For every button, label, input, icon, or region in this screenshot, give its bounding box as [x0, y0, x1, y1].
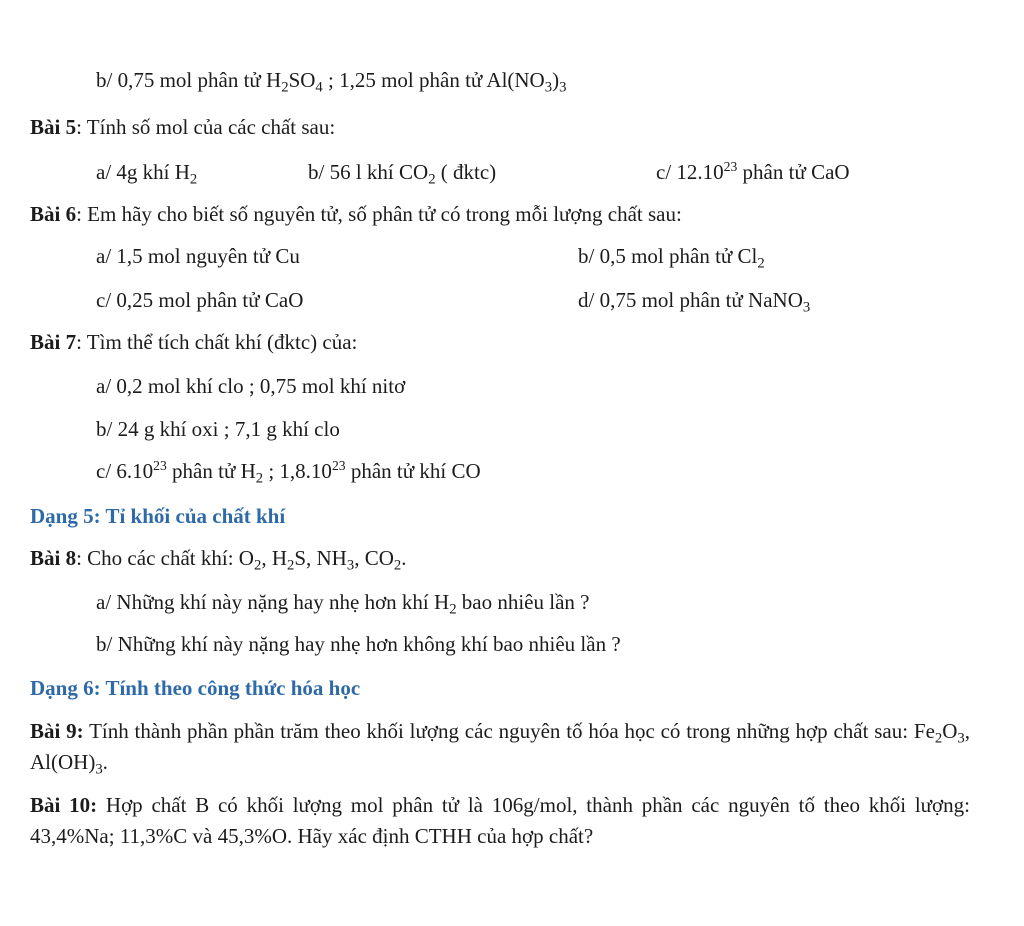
exercise-6b: b/ 0,5 mol phân tử $Cl_2$ [578, 244, 765, 272]
exercise-5-title: Bài 5: Tính số mol của các chất sau: [30, 115, 336, 139]
exercise-6d: d/ 0,75 mol phân tử NaNO$_3$ [578, 288, 811, 316]
exercise-7a: a/ 0,2 mol khí clo ; 0,75 mol khí nitơ [96, 374, 406, 398]
exercise-6-title: Bài 6: Em hãy cho biết số nguyên tử, số phân tử có trong mỗi lượng chất sau: [30, 202, 682, 226]
section-heading-dang-5: Dạng 5: Tỉ khối của chất khí [30, 504, 286, 528]
exercise-6c: c/ 0,25 mol phân tử CaO [96, 288, 304, 312]
exercise-5c: c/ 12.10$^{23}$ phân tử CaO [656, 158, 850, 184]
exercise-8-title: Bài 8: Cho các chất khí: $O_2$, $H_2S$, $NH_3$, $CO_2$. [30, 546, 407, 574]
exercise-10: Bài 10: Hợp chất B có khối lượng mol phân tử là 106g/mol, thành phần các nguyên tố theo khối lượng: 43,4%Na; 11,3%C và 45,3%O. Hãy xác định CTHH của hợp chất? [30, 793, 970, 848]
exercise-7-title: Bài 7: Tìm thể tích chất khí (đktc) của: [30, 330, 358, 354]
exercise-7b: b/ 24 g khí oxi ; 7,1 g khí clo [96, 417, 340, 441]
section-heading-dang-6: Dạng 6: Tính theo công thức hóa học [30, 676, 361, 700]
exercise-8b: b/ Những khí này nặng hay nhẹ hơn không khí bao nhiêu lần ? [96, 632, 621, 656]
exercise-5a: a/ 4g khí $H_2$ [96, 160, 198, 188]
exercise-5b: b/ 56 l khí $CO_2$ ( đktc) [308, 160, 497, 188]
exercise-4b-line: b/ 0,75 mol phân tử $H_2SO_4$ ; 1,25 mol phân tử $Al(NO_3)_3$ [96, 68, 567, 96]
exercise-8a: a/ Những khí này nặng hay nhẹ hơn khí $H_2$ bao nhiêu lần ? [96, 590, 590, 618]
exercise-6a: a/ 1,5 mol nguyên tử Cu [96, 244, 300, 268]
exercise-7c: c/ 6.10$^{23}$ phân tử $H_2$ ; 1,8.10$^{23}$ phân tử khí CO [96, 457, 481, 487]
exercise-9: Bài 9: Tính thành phần phần trăm theo khối lượng các nguyên tố hóa học có trong những hợp chất sau: $Fe_2O_3$, $Al(OH)_3$. [30, 719, 970, 778]
